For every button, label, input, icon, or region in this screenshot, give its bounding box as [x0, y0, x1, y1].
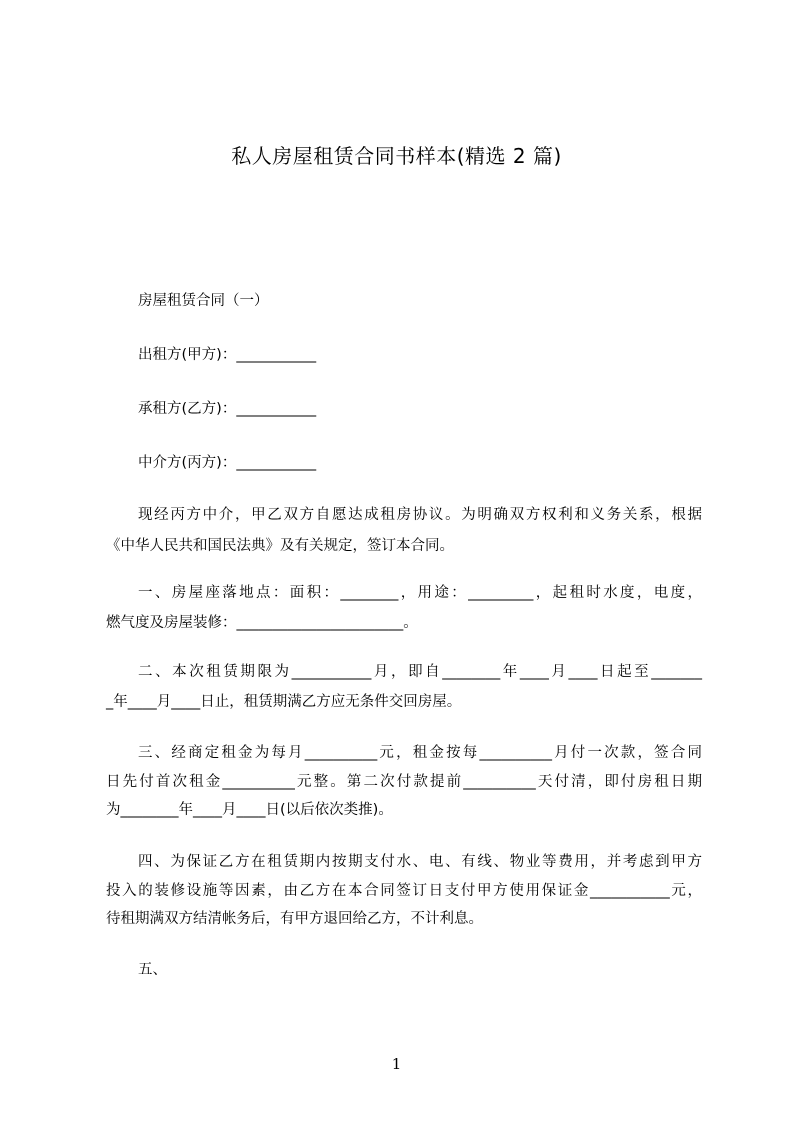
clause-2-line-1: 二、本次租赁期限为___________月，即自________年____月____日起至_______: [138, 664, 702, 680]
clause-3-line-1: 三、经商定租金为每月__________元，租金按每__________月付一次款，签合同: [138, 745, 702, 761]
clause-1-line-2: 燃气度及房屋装修：_______________________。: [106, 615, 418, 631]
page-number: 1: [391, 1055, 402, 1073]
intro-line-2: 《中华人民共和国民法典》及有关规定，签订本合同。: [106, 538, 454, 554]
party-b-line: 承租方(乙方)：___________: [138, 401, 317, 417]
document-title: 私人房屋租赁合同书样本(精选 2 篇): [231, 144, 562, 168]
party-a-line: 出租方(甲方)：___________: [138, 347, 317, 363]
party-c-line: 中介方(丙方)：___________: [138, 455, 317, 471]
clause-5-heading: 五、: [138, 962, 167, 978]
clause-1-line-1: 一、房屋座落地点：面积：________，用途：_________，起租时水度，电度，: [138, 585, 702, 601]
clause-4-line-1: 四、为保证乙方在租赁期内按期支付水、电、有线、物业等费用，并考虑到甲方: [138, 854, 702, 870]
clause-3-line-3: 为________年____月____日(以后依次类推)。: [106, 802, 393, 818]
clause-3-line-2: 日先付首次租金__________元整。第二次付款提前__________天付清，即付房租日期: [106, 774, 702, 790]
clause-4-line-2: 投入的装修设施等因素，由乙方在本合同签订日支付甲方使用保证金___________元，: [106, 883, 702, 899]
clause-4-line-3: 待租期满双方结清帐务后，有甲方退回给乙方，不计利息。: [106, 911, 483, 927]
intro-line-1: 现经丙方中介，甲乙双方自愿达成租房协议。为明确双方权利和义务关系，根据: [138, 507, 702, 523]
clause-2-line-2: _年____月____日止，租赁期满乙方应无条件交回房屋。: [106, 694, 462, 710]
section-heading: 房屋租赁合同（一）: [138, 293, 269, 309]
